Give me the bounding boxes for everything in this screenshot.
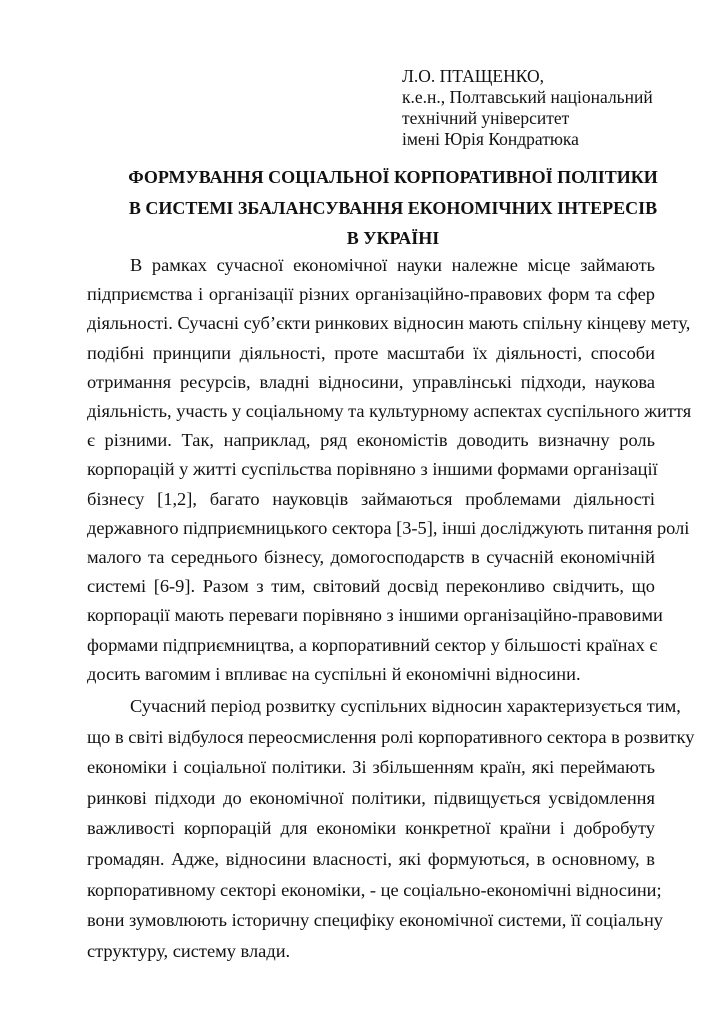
text-line: структуру, систему влади. [87, 940, 291, 961]
text-line: підприємства і організації різних організаційно-правових форм та сфер [87, 284, 655, 305]
text-line: корпорацій у житті суспільства порівняно з іншими формами організації [87, 459, 658, 480]
text-line: діяльність, участь у соціальному та культурному аспектах суспільного життя [87, 401, 692, 422]
text-line: бізнесу [1,2], багато науковців займаються проблемами діяльності [87, 488, 655, 509]
text-line: важливості корпорацій для економіки конкретної країни і добробуту [87, 818, 655, 839]
title-line: ФОРМУВАННЯ СОЦІАЛЬНОЇ КОРПОРАТИВНОЇ ПОЛІТИКИ [128, 167, 658, 187]
text-line: діяльності. Сучасні суб’єкти ринкових відносин мають спільну кінцеву мету, [87, 313, 691, 334]
text-line: формами підприємництва, а корпоративний сектор у більшості країнах є [87, 634, 658, 655]
text-line: отримання ресурсів, владні відносини, управлінські підходи, наукова [87, 371, 655, 392]
title-line: В СИСТЕМІ ЗБАЛАНСУВАННЯ ЕКОНОМІЧНИХ ІНТЕРЕСІВ [128, 197, 658, 218]
title-line: В УКРАЇНІ [346, 228, 440, 248]
author-block [402, 66, 653, 150]
author-affiliation: імені Юрія Кондратюка [402, 129, 579, 149]
text-line: є різними. Так, наприклад, ряд економістів доводить визначну роль [87, 430, 655, 451]
author-affiliation: технічний університет [402, 108, 570, 128]
text-line: громадян. Адже, відносини власності, які формуються, в основному, в [87, 848, 655, 869]
text-line: В рамках сучасної економічної науки належне місце займають [130, 255, 655, 275]
text-line: ринкові підходи до економічної політики, підвищується усвідомлення [87, 787, 655, 808]
paragraph-2 [87, 691, 695, 966]
text-line: корпорації мають переваги порівняно з іншими організаційно-правовими [87, 605, 663, 626]
text-line: корпоративному секторі економіки, - це соціально-економічні відносини; [87, 879, 662, 900]
text-line: що в світі відбулося переосмислення ролі корпоративного сектора в розвитку [87, 726, 695, 747]
author-name: Л.О. ПТАЩЕНКО, [402, 66, 544, 86]
text-line: досить вагомим і впливає на суспільні й економічні відносини. [87, 663, 581, 684]
article-title [87, 162, 699, 254]
text-line: системі [6-9]. Разом з тим, світовий досвід переконливо свідчить, що [87, 576, 655, 597]
text-line: державного підприємницького сектора [3-5], інші досліджують питання ролі [87, 517, 690, 538]
text-line: подібні принципи діяльності, проте масштаби їх діяльності, способи [87, 342, 655, 363]
text-line: малого та середнього бізнесу, домогосподарств в сучасній економічній [87, 547, 655, 568]
paragraph-1 [87, 251, 692, 689]
text-line: Сучасний період розвитку суспільних відносин характеризується тим, [130, 696, 681, 716]
text-line: економіки і соціальної політики. Зі збільшенням країн, які переймають [87, 757, 655, 778]
text-line: вони зумовлюють історичну специфіку економічної системи, її соціальну [87, 910, 663, 931]
author-degree-affiliation: к.е.н., Полтавський національний [402, 87, 653, 107]
